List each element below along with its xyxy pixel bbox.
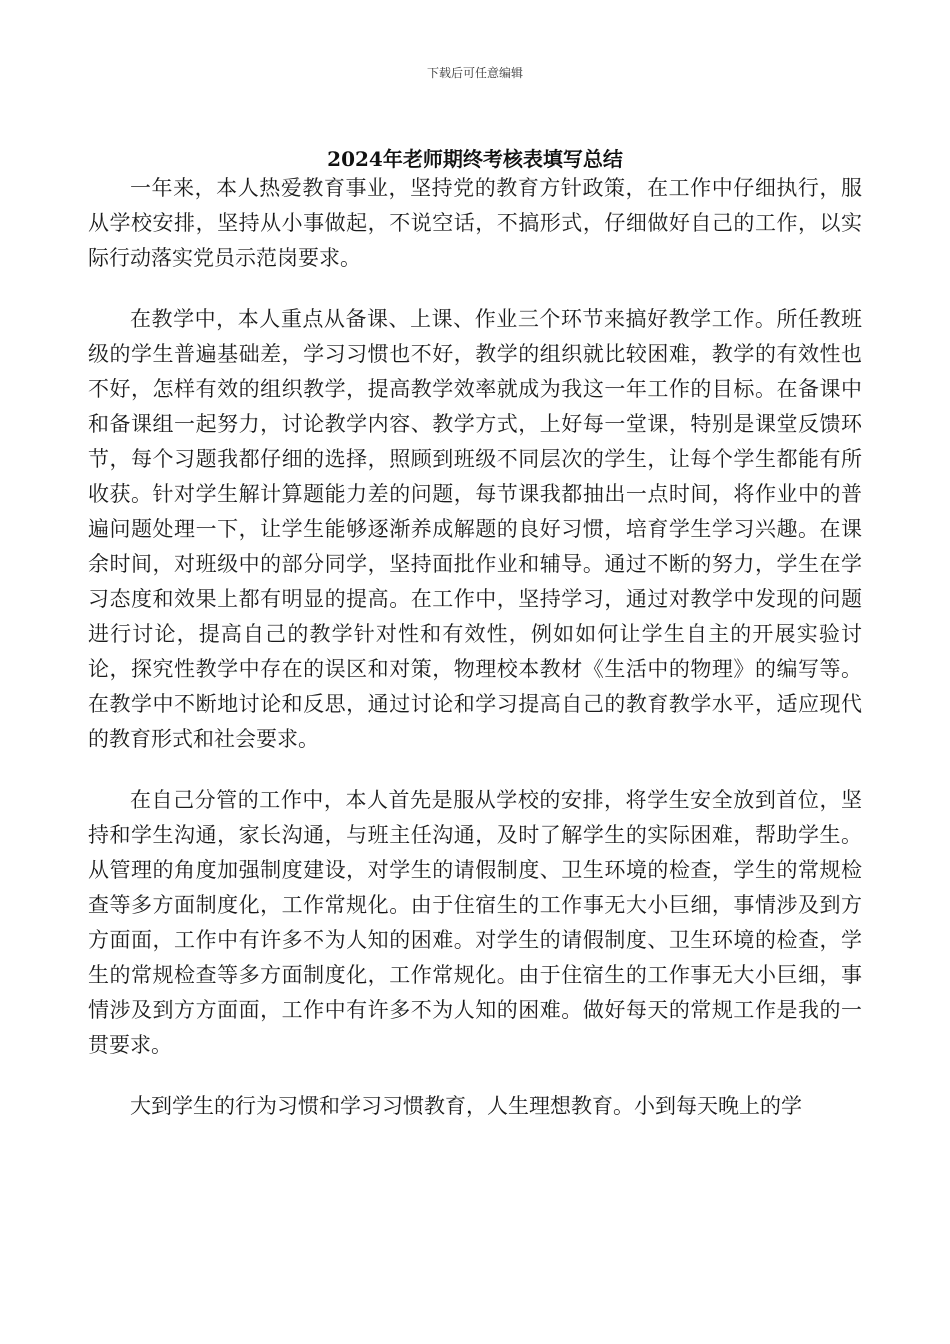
document-title: 2024年老师期终考核表填写总结 — [327, 147, 623, 171]
paragraph-1: 一年来，本人热爱教育事业，坚持党的教育方针政策，在工作中仔细执行，服从学校安排，坚持从小事做起，不说空话，不搞形式，仔细做好自己的工作，以实际行动落实党员示范岗要求。 — [88, 176, 862, 270]
paragraph-3: 在自己分管的工作中，本人首先是服从学校的安排，将学生安全放到首位，坚持和学生沟通，家长沟通，与班主任沟通，及时了解学生的实际困难，帮助学生。从管理的角度加强制度建设，对学生的请假制度、卫生环境的检查，学生的常规检查等多方面制度化，工作常规化。由于住宿生的工作事无大小巨细，事情涉及到方方面面，工作中有许多不为人知的困难。对学生的请假制度、卫生环境的检查，学生的常规检查等多方面制度化，工作常规化。由于住宿生的工作事无大小巨细，事情涉及到方方面面，工作中有许多不为人知的困难。做好每天的常规工作是我的一贯要求。 — [88, 788, 862, 1057]
paragraph-4: 大到学生的行为习惯和学习习惯教育，人生理想教育。小到每天晚上的学 — [130, 1094, 802, 1118]
header-note: 下载后可任意编辑 — [426, 66, 523, 80]
document-body — [88, 171, 862, 1150]
paragraph-2: 在教学中，本人重点从备课、上课、作业三个环节来搞好教学工作。所任教班级的学生普遍基础差，学习习惯也不好，教学的组织就比较困难，教学的有效性也不好，怎样有效的组织教学，提高教学效率就成为我这一年工作的目标。在备课中和备课组一起努力，讨论教学内容、教学方式，上好每一堂课，特别是课堂反馈环节，每个习题我都仔细的选择，照顾到班级不同层次的学生，让每个学生都能有所收获。针对学生解计算题能力差的问题，每节课我都抽出一点时间，将作业中的普遍问题处理一下，让学生能够逐渐养成解题的良好习惯，培育学生学习兴趣。在课余时间，对班级中的部分同学，坚持面批作业和辅导。通过不断的努力，学生在学习态度和效果上都有明显的提高。在工作中，坚持学习，通过对教学中发现的问题进行讨论，提高自己的教学针对性和有效性，例如如何让学生自主的开展实验讨论，探究性教学中存在的误区和对策，物理校本教材《生活中的物理》的编写等。在教学中不断地讨论和反思，通过讨论和学习提高自己的教育教学水平，适应现代的教育形式和社会要求。 — [88, 307, 862, 751]
